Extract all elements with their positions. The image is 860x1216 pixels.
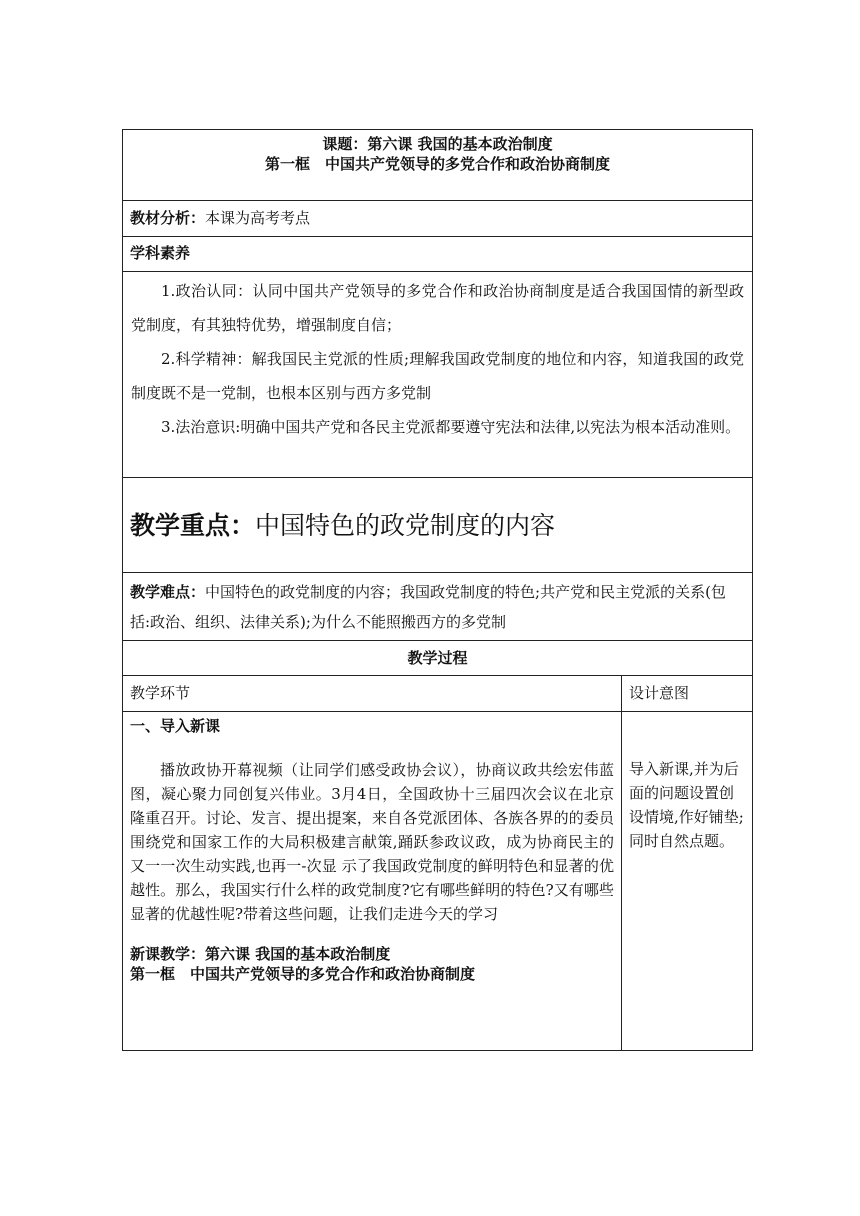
stage-cell: [123, 712, 622, 1050]
lesson-subtitle: 第一框 中国共产党领导的多党合作和政治协商制度: [264, 155, 610, 173]
col-header-stage: 教学环节: [123, 676, 622, 711]
title-cell: [123, 130, 752, 201]
new-lesson-line2: 第一框 中国共产党领导的多党合作和政治协商制度: [130, 965, 476, 983]
process-body-row: [123, 712, 752, 1050]
literacy-item: 3.法治意识:明确中国共产党和各民主党派都要遵守宪法和法律,以宪法为根本活动准则。: [161, 418, 741, 436]
section-title: 一、导入新课: [130, 717, 221, 735]
difficulty-text: 中国特色的政党制度的内容；我国政党制度的特色;共产党和民主党派的关系(包括:政治、组织、法律关系);为什么不能照搬西方的多党制: [130, 583, 726, 631]
key-point-label: 教学重点：: [130, 511, 256, 540]
key-point-row: [123, 478, 752, 573]
intro-paragraph: 播放政协开幕视频（让同学们感受政协会议），协商议政共绘宏伟蓝图，凝心聚力同创复兴伟业。3月4日，全国政协十三届四次会议在北京隆重召开。讨论、发言、提出提案，来自各党派团体、各族各界的的委员围绕党和国家工作的大局积极建言献策,踊跃参政议政，成为协商民主的又一一次生动实践,也再一-次显 示了我国政党制度的鲜明特色和显著的优越性。那么，我国实行什么样的政党制度?它有哪些鲜明的特色?又有哪些显著的优越性呢?带着这些问题，让我们走进今天的学习: [130, 761, 614, 923]
analysis-row: [123, 201, 752, 237]
process-header-row: [123, 676, 752, 712]
literacy-item: 1.政治认同：认同中国共产党领导的多党合作和政治协商制度是适合我国国情的新型政党制度，有其独特优势，增强制度自信；: [131, 282, 744, 334]
analysis-label: 教材分析：: [130, 209, 206, 227]
new-lesson-line1: 新课教学：第六课 我国的基本政治制度: [130, 945, 391, 963]
lesson-title: 课题：第六课 我国的基本政治制度: [322, 135, 553, 153]
design-intent-text: 导入新课,并为后面的问题设置创设情境,作好铺垫;同时自然点题。: [629, 760, 744, 850]
difficulty-label: 教学难点：: [130, 583, 206, 601]
key-point-text: 中国特色的政党制度的内容: [255, 511, 556, 540]
col-header-intent: 设计意图: [629, 684, 690, 702]
difficulty-row: [123, 573, 752, 641]
lesson-plan-table: [122, 129, 753, 1051]
literacy-label: 学科素养: [123, 237, 752, 272]
literacy-items: [123, 272, 752, 478]
literacy-item: 2.科学精神：解我国民主党派的性质;理解我国政党制度的地位和内容，知道我国的政党制度既不是一党制，也根本区别与西方多党制: [131, 350, 744, 402]
process-heading: 教学过程: [123, 641, 752, 676]
analysis-text: 本课为高考考点: [205, 209, 311, 227]
